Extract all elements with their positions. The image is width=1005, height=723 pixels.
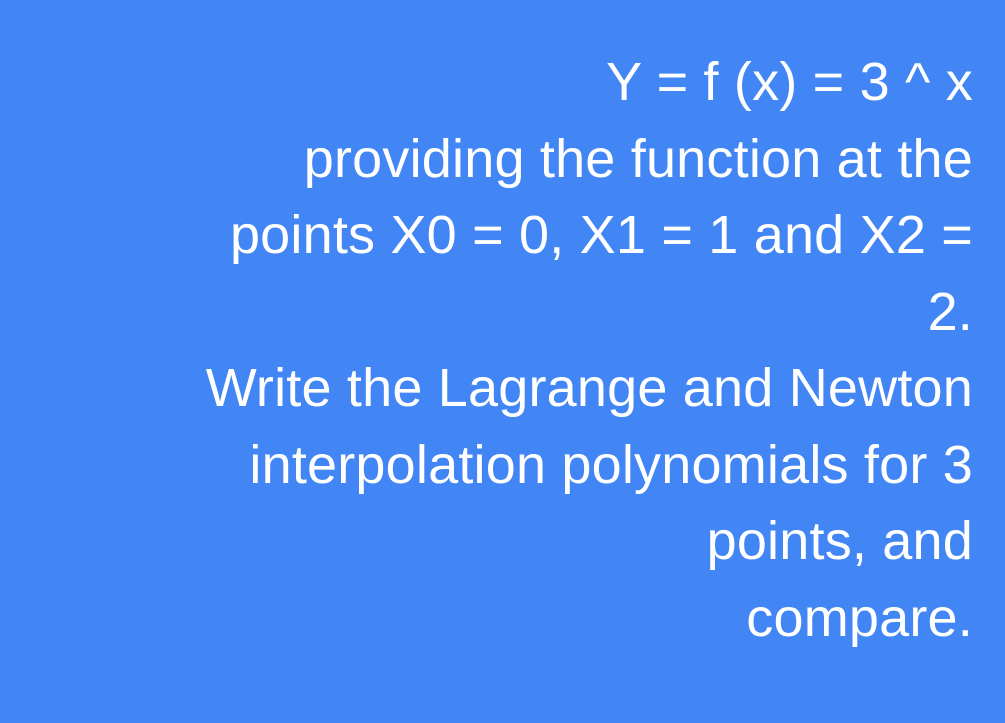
text-line-2: providing the function at the — [303, 128, 973, 189]
text-line-8: compare. — [746, 587, 973, 648]
text-line-7: points, and — [706, 511, 973, 571]
text-line-6: interpolation polynomials for 3 — [249, 434, 973, 495]
text-line-3: points X0 = 0, X1 = 1 and X2 = — [229, 205, 973, 265]
text-line-4: 2. — [927, 281, 973, 342]
text-line-1: Y = f (x) = 3 ^ x — [606, 52, 973, 112]
question-text — [33, 44, 973, 656]
text-line-5: Write the Lagrange and Newton — [205, 358, 973, 418]
